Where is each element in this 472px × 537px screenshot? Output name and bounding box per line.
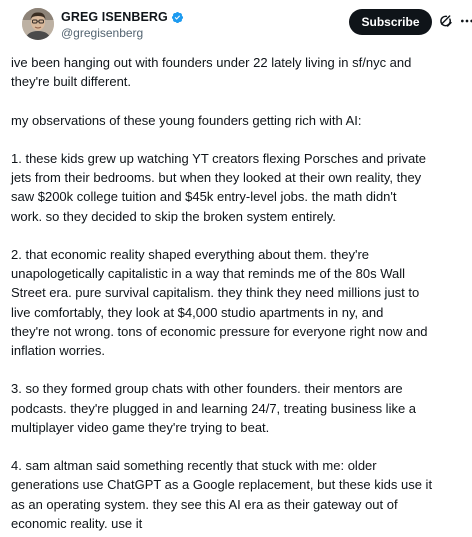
verified-badge-icon [171,11,184,24]
tweet-paragraph-intro: ive been hanging out with founders under 22 lately living in sf/nyc and they're built different. [11,55,412,90]
handle[interactable]: @gregisenberg [61,26,144,40]
tweet-body [11,53,466,533]
avatar[interactable] [22,8,54,40]
subscribe-button[interactable]: Subscribe [349,9,432,35]
tweet-paragraph-point-4: 4. sam altman said something recently that stuck with me: older generations use ChatGPT as a Google replacement, but these kids use it as an operating system. they see this AI era as their gateway out of economic reality. use it [11,458,433,531]
tweet-paragraph-observations: my observations of these young founders getting rich with AI: [11,112,362,128]
tweet-paragraph-point-3: 3. so they formed group chats with other founders. their mentors are podcasts. they're plugged in and learning 24/7, treating business like a multiplayer video game they're trying to beat. [11,381,417,435]
display-name[interactable]: GREG ISENBERG [61,10,168,24]
tweet-header [11,0,462,52]
tweet-paragraph-point-2: 2. that economic reality shaped everything about them. they're unapologetically capitalistic in a way that reminds me of the 80s Wall Street era. pure survival capitalism. they think they need millions just to live comfortably, they look at $4,000 studio apartments in ny, and they're not wrong. tons of economic pressure for everyone right now and inflation worries. [11,246,428,358]
grok-icon[interactable] [438,13,454,29]
more-icon[interactable] [459,13,472,29]
author-block[interactable] [61,9,184,40]
tweet-paragraph-point-1: 1. these kids grew up watching YT creators flexing Porsches and private jets from their bedrooms. but when they looked at their own reality, they saw $200k college tuition and $45k entry-level jobs. the math didn't work. so they decided to skip the broken system entirely. [11,150,427,224]
avatar-image [22,8,54,40]
name-row [61,9,184,25]
